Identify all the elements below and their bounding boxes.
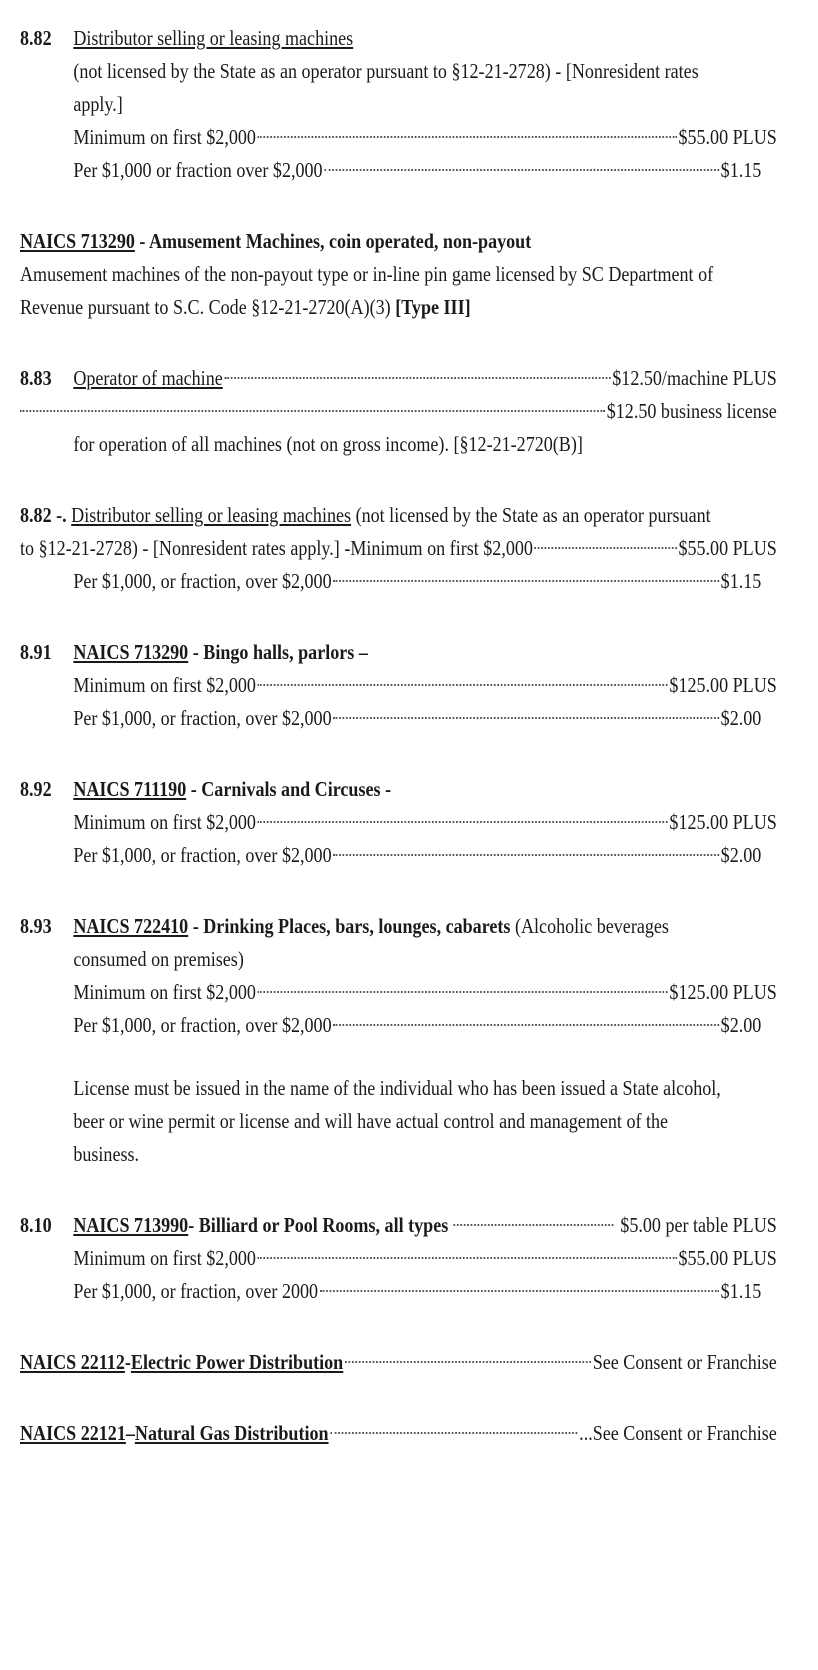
dot-leader: [535, 547, 677, 549]
section-title: Operator of machine: [73, 366, 223, 390]
fee-row-per-thousand: [20, 565, 761, 598]
dot-leader: [333, 854, 719, 856]
type-badge: [Type III]: [395, 295, 471, 319]
dot-leader: [345, 1361, 591, 1363]
fee-label: Minimum on first $2,000: [73, 673, 256, 697]
section-note: for operation of all machines (not on gross income). [§12-21-2720(B)]: [73, 432, 583, 456]
naics-code: NAICS 713290: [73, 640, 189, 664]
naics-code: NAICS 22121: [20, 1421, 126, 1445]
fee-label: Per $1,000, or fraction, over $2,000: [73, 706, 332, 730]
fee-label: Per $1,000, or fraction, over $2,000: [73, 1013, 332, 1037]
dot-leader: [20, 410, 605, 412]
fee-value: $55.00 PLUS: [678, 1246, 777, 1270]
section-title: - Bingo halls, parlors –: [188, 640, 368, 664]
section-8-93-heading: [20, 910, 777, 943]
fee-value: $55.00 PLUS: [678, 536, 777, 560]
section-note: (not licensed by the State as an operator pursuant: [351, 503, 711, 527]
dot-leader: [333, 1024, 719, 1026]
fee-value: $125.00 PLUS: [669, 980, 777, 1004]
fee-row-minimum: [20, 976, 777, 1009]
naics-code: NAICS 713290: [20, 229, 135, 253]
fee-row-minimum: [20, 121, 777, 154]
fee-value: $1.15: [720, 569, 762, 593]
fee-value: $1.15: [720, 158, 762, 182]
section-title: - Drinking Places, bars, lounges, cabarets: [188, 914, 511, 938]
license-paragraph: beer or wine permit or license and will have actual control and management of the: [73, 1109, 669, 1133]
natural-gas-row: [20, 1417, 777, 1450]
fee-label: Minimum on first $2,000: [73, 1246, 256, 1270]
fee-label: Per $1,000, or fraction, over $2,000: [73, 843, 332, 867]
fee-row-minimum: [20, 669, 777, 702]
fee-value: $1.15: [720, 1279, 762, 1303]
fee-schedule-page: [20, 22, 777, 1450]
section-8-82b-heading: [20, 499, 777, 532]
license-paragraph: business.: [73, 1142, 140, 1166]
section-number: 8.10: [20, 1213, 52, 1237]
section-number: 8.92: [20, 777, 52, 801]
section-8-10-heading: [20, 1209, 777, 1242]
dot-leader: [320, 1290, 719, 1292]
dot-leader: [324, 169, 719, 171]
section-number: 8.93: [20, 914, 52, 938]
fee-label: Per $1,000, or fraction, over 2000: [73, 1279, 319, 1303]
section-note: apply.]: [73, 92, 123, 116]
fee-value: $2.00: [720, 843, 762, 867]
section-number: 8.91: [20, 640, 52, 664]
section-title: Natural Gas Distribution: [134, 1421, 329, 1445]
section-note: (Alcoholic beverages: [510, 914, 669, 938]
fee-label: Minimum on first $2,000: [73, 125, 256, 149]
section-number: 8.83: [20, 366, 52, 390]
section-number: 8.82 -.: [20, 503, 67, 527]
dot-leader: [333, 580, 719, 582]
amusement-heading: [20, 225, 777, 258]
section-8-91-heading: [20, 636, 777, 669]
naics-code: NAICS 711190: [73, 777, 187, 801]
amusement-description: Amusement machines of the non-payout type or in-line pin game licensed by SC Department of: [20, 262, 714, 286]
section-8-92-heading: [20, 773, 777, 806]
section-title: - Billiard or Pool Rooms, all types: [188, 1213, 449, 1237]
separator: -: [124, 1350, 131, 1374]
amusement-description-2: Revenue pursuant to S.C. Code §12-21-2720(A)(3) [Type III]: [20, 295, 471, 319]
license-paragraph: License must be issued in the name of the individual who has been issued a State alcohol,: [73, 1076, 721, 1100]
fee-value: $2.00: [720, 1013, 762, 1037]
dot-leader: [330, 1432, 577, 1434]
section-8-83-heading: [20, 362, 777, 395]
naics-code: NAICS 722410: [73, 914, 189, 938]
dot-leader: [258, 1257, 677, 1259]
fee-row-minimum: [20, 1242, 777, 1275]
fee-value: $2.00: [720, 706, 762, 730]
fee-row-minimum: [20, 532, 777, 565]
dot-leader: [258, 136, 677, 138]
dot-leader: [224, 377, 610, 379]
fee-row-per-thousand: [20, 839, 761, 872]
fee-value: $125.00 PLUS: [669, 673, 777, 697]
dot-leader: [453, 1224, 613, 1226]
section-note: (not licensed by the State as an operator pursuant to §12-21-2728) - [Nonresident rates: [73, 59, 699, 83]
fee-row-minimum: [20, 806, 777, 839]
fee-label: Per $1,000, or fraction, over $2,000: [73, 569, 332, 593]
section-title: - Carnivals and Circuses -: [186, 777, 392, 801]
fee-row-per-thousand: [20, 702, 761, 735]
fee-label: Minimum on first $2,000: [73, 810, 256, 834]
dot-leader: [333, 717, 719, 719]
dot-leader: [258, 684, 668, 686]
fee-label: Per $1,000 or fraction over $2,000: [73, 158, 323, 182]
section-8-82-heading: [20, 22, 777, 55]
section-title: Electric Power Distribution: [130, 1350, 344, 1374]
separator: –: [125, 1421, 135, 1445]
fee-value: $12.50 business license: [606, 399, 777, 423]
fee-value: See Consent or Franchise: [592, 1350, 777, 1374]
dot-leader: [258, 821, 668, 823]
fee-value: $125.00 PLUS: [669, 810, 777, 834]
fee-row-business-license: [20, 395, 777, 428]
section-number: 8.82: [20, 26, 52, 50]
naics-code: NAICS 713990: [73, 1213, 189, 1237]
fee-label: Minimum on first $2,000: [73, 980, 256, 1004]
fee-row-per-thousand: [20, 1275, 761, 1308]
fee-value: ...See Consent or Franchise: [579, 1421, 777, 1445]
fee-value: $5.00 per table PLUS: [620, 1213, 777, 1237]
section-note: consumed on premises): [73, 947, 244, 971]
fee-value: $12.50/machine PLUS: [612, 366, 777, 390]
section-title: Distributor selling or leasing machines: [71, 503, 352, 527]
electric-power-row: [20, 1346, 777, 1379]
section-title: - Amusement Machines, coin operated, non-payout: [134, 229, 532, 253]
naics-code: NAICS 22112: [20, 1350, 125, 1374]
fee-value: $55.00 PLUS: [678, 125, 777, 149]
fee-row-per-thousand: [20, 154, 761, 187]
section-title: Distributor selling or leasing machines: [73, 26, 354, 50]
fee-row-per-thousand: [20, 1009, 761, 1042]
fee-label: to §12-21-2728) - [Nonresident rates apply.] -Minimum on first $2,000: [20, 536, 533, 560]
dot-leader: [258, 991, 668, 993]
